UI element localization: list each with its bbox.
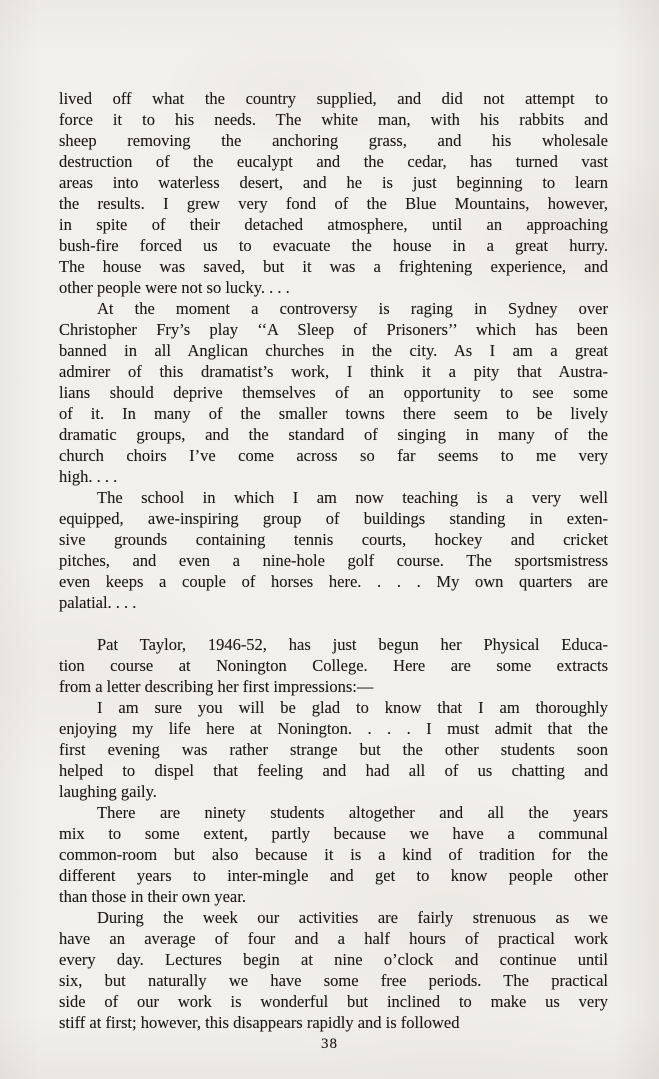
text-line: have an average of four and a half hours of practical work bbox=[59, 929, 608, 948]
text-line: At the moment a controversy is raging in Sydney over bbox=[97, 299, 608, 318]
text-line: banned in all Anglican churches in the city. As I am a great bbox=[59, 341, 608, 360]
text-line: lians should deprive themselves of an opportunity to see some bbox=[59, 383, 608, 402]
paragraph bbox=[59, 697, 608, 802]
text-line: lived off what the country supplied, and did not attempt to bbox=[59, 89, 608, 108]
page-text bbox=[59, 88, 608, 1033]
text-line: Christopher Fry’s play ‘‘A Sleep of Prisoners’’ which has been bbox=[59, 320, 608, 339]
text-line: There are ninety students altogether and all the years bbox=[97, 803, 608, 822]
text-line: common-room but also because it is a kind of tradition for the bbox=[59, 845, 608, 864]
text-line: tion course at Nonington College. Here are some extracts bbox=[59, 656, 608, 675]
text-line: mix to some extent, partly because we have a communal bbox=[59, 824, 608, 843]
text-line: of it. In many of the smaller towns there seem to be lively bbox=[59, 404, 608, 423]
text-line: I am sure you will be glad to know that I am thoroughly bbox=[97, 698, 608, 717]
paragraph bbox=[59, 907, 608, 1033]
paragraph bbox=[59, 487, 608, 613]
text-line: The house was saved, but it was a frightening experience, and bbox=[59, 257, 608, 276]
text-line: first evening was rather strange but the other students soon bbox=[59, 740, 608, 759]
text-line: equipped, awe-inspiring group of buildings standing in exten- bbox=[59, 509, 608, 528]
text-line: sheep removing the anchoring grass, and his wholesale bbox=[59, 131, 608, 150]
text-line: from a letter describing her first impressions:— bbox=[59, 677, 374, 696]
text-line: dramatic groups, and the standard of singing in many of the bbox=[59, 425, 608, 444]
text-line: other people were not so lucky. . . . bbox=[59, 278, 290, 297]
text-line: pitches, and even a nine-hole golf course. The sportsmistress bbox=[59, 551, 608, 570]
text-line: side of our work is wonderful but inclined to make us very bbox=[59, 992, 608, 1011]
text-line: stiff at first; however, this disappears rapidly and is followed bbox=[59, 1013, 460, 1032]
text-line: church choirs I’ve come across so far seems to me very bbox=[59, 446, 608, 465]
text-line: During the week our activities are fairly strenuous as we bbox=[97, 908, 608, 927]
text-line: in spite of their detached atmosphere, until an approaching bbox=[59, 215, 608, 234]
text-line: enjoying my life here at Nonington. . . . I must admit that the bbox=[59, 719, 608, 738]
paragraph bbox=[59, 634, 608, 697]
text-line: different years to inter-mingle and get to know people other bbox=[59, 866, 608, 885]
text-line: even keeps a couple of horses here. . . . My own quarters are bbox=[59, 572, 608, 591]
text-line: helped to dispel that feeling and had all of us chatting and bbox=[59, 761, 608, 780]
text-line: bush-fire forced us to evacuate the house in a great hurry. bbox=[59, 236, 608, 255]
text-line: six, but naturally we have some free periods. The practical bbox=[59, 971, 608, 990]
text-line: areas into waterless desert, and he is just beginning to learn bbox=[59, 173, 608, 192]
text-line: high. . . . bbox=[59, 467, 118, 486]
paragraph bbox=[59, 88, 608, 298]
text-line: the results. I grew very fond of the Blue Mountains, however, bbox=[59, 194, 608, 213]
page-number: 38 bbox=[321, 1036, 338, 1052]
paragraph bbox=[59, 298, 608, 487]
text-line: laughing gaily. bbox=[59, 782, 157, 801]
text-line: every day. Lectures begin at nine o’clock and continue until bbox=[59, 950, 608, 969]
text-line: admirer of this dramatist’s work, I think it a pity that Austra- bbox=[59, 362, 608, 381]
paragraph bbox=[59, 802, 608, 907]
text-line: palatial. . . . bbox=[59, 593, 137, 612]
text-line: than those in their own year. bbox=[59, 887, 246, 906]
text-line: sive grounds containing tennis courts, hockey and cricket bbox=[59, 530, 608, 549]
text-line: Pat Taylor, 1946-52, has just begun her Physical Educa- bbox=[97, 635, 608, 654]
text-line: force it to his needs. The white man, with his rabbits and bbox=[59, 110, 608, 129]
text-line: The school in which I am now teaching is a very well bbox=[97, 488, 608, 507]
text-line: destruction of the eucalypt and the cedar, has turned vast bbox=[59, 152, 608, 171]
